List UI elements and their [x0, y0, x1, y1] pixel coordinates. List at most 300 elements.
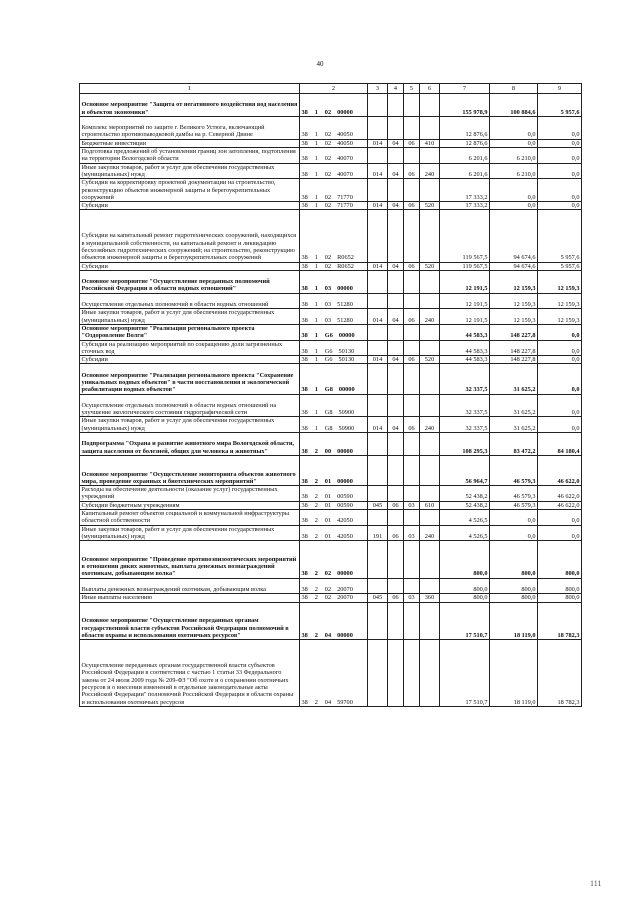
amount-col-9: 0,0 [538, 417, 582, 433]
expense-type-code [420, 394, 440, 417]
amount-col-8: 800,0 [490, 541, 538, 579]
row-description: Расходы на обеспечение деятельности (оказание услуг) государственных учреждений [80, 486, 300, 502]
row-description: Субсидии на капитальный ремонт гидротехнических сооружений, находящихся в муниципальной собственности, на капитальный ремонт и ликвидацию бесхозяйных гидротехнических сооружений; на строительство, реконструкцию объектов инженерной защиты и берегоукрепительных сооружений [80, 210, 300, 262]
amount-col-9: 84 180,4 [538, 433, 582, 456]
admin-code [368, 94, 388, 117]
amount-col-8: 0,0 [490, 202, 538, 210]
target-article-code [300, 210, 368, 262]
amount-col-7: 800,0 [440, 594, 490, 602]
code-part-sub: 1 [314, 356, 318, 364]
code-part-code: 40070 [337, 170, 353, 178]
code-part-grp: 04 [324, 631, 332, 639]
code-part-sub: 2 [314, 698, 318, 706]
code-part-prog: 38 [301, 262, 308, 270]
code-part-prog: 38 [301, 631, 308, 639]
code-part-code: 50900 [338, 424, 355, 432]
code-part-grp: 01 [324, 501, 332, 509]
code-part-sub: 1 [314, 316, 318, 324]
target-article-code [300, 578, 368, 594]
amount-col-9: 0,0 [538, 139, 582, 147]
expense-type-code: 360 [420, 594, 440, 602]
amount-col-9: 0,0 [538, 324, 582, 340]
amount-col-7: 108 295,3 [440, 433, 490, 456]
row-description: Основное мероприятие "Осуществление переданных органам государственной власти субъектов Российской Федерации полномочий в области охраны и использования охотничьих ресурсов" [80, 602, 300, 640]
admin-code: 045 [368, 594, 388, 602]
section-code [388, 486, 404, 502]
code-part-grp: 00 [324, 447, 332, 455]
target-article-code [300, 394, 368, 417]
section-code: 04 [388, 356, 404, 364]
table-row [80, 455, 582, 485]
code-part-code: 40050 [337, 139, 353, 147]
amount-col-9: 0,0 [538, 179, 582, 202]
section-code [388, 433, 404, 456]
table-row [80, 340, 582, 356]
amount-col-8: 18 119,0 [490, 602, 538, 640]
amount-col-8: 12 159,3 [490, 293, 538, 309]
amount-col-7: 32 337,5 [440, 394, 490, 417]
amount-col-8: 6 210,0 [490, 148, 538, 164]
table-row [80, 293, 582, 309]
code-part-prog: 38 [301, 570, 308, 578]
amount-col-9: 800,0 [538, 541, 582, 579]
row-description: Иные выплаты населению [80, 594, 300, 602]
code-part-sub: 1 [314, 254, 318, 262]
admin-code: 014 [368, 202, 388, 210]
code-part-sub: 1 [314, 332, 318, 340]
table-row [80, 525, 582, 541]
amount-col-8: 12 159,3 [490, 309, 538, 325]
table-row [80, 179, 582, 202]
admin-code: 014 [368, 163, 388, 179]
table-row [80, 501, 582, 509]
code-part-sub: 1 [314, 386, 318, 394]
target-article-code [300, 179, 368, 202]
expense-type-code: 240 [420, 417, 440, 433]
amount-col-8: 31 625,2 [490, 417, 538, 433]
amount-col-9: 12 159,3 [538, 293, 582, 309]
admin-code [368, 270, 388, 293]
amount-col-9: 0,0 [538, 364, 582, 394]
subsection-code [404, 270, 420, 293]
row-description: Иные закупки товаров, работ и услуг для обеспечения государственных (муниципальных) нужд [80, 417, 300, 433]
code-part-prog: 38 [301, 493, 308, 501]
table-row [80, 94, 582, 117]
amount-col-7: 4 526,5 [440, 510, 490, 526]
row-description: Осуществление переданных органам государственной власти субъектов Российской Федерации в соответствии с частью 1 статьи 33 Федерального закона от 24 июля 2009 года № 209-ФЗ "Об охоте и о сохранении охотничьих ресурсов и о внесении изменений в отдельные законодательные акты Российской Федерации" полномочий Российской Федерации в области охраны и использования охотничьих ресурсов [80, 640, 300, 707]
amount-col-7: 52 438,2 [440, 501, 490, 509]
code-part-sub: 2 [314, 501, 318, 509]
subsection-code: 06 [404, 309, 420, 325]
amount-col-9: 46 622,0 [538, 455, 582, 485]
column-number-row [80, 84, 582, 94]
amount-col-9: 0,0 [538, 163, 582, 179]
target-article-code [300, 116, 368, 139]
expense-type-code [420, 578, 440, 594]
expense-type-code [420, 486, 440, 502]
table-row [80, 139, 582, 147]
code-part-sub: 1 [314, 262, 318, 270]
code-part-grp: 02 [324, 262, 332, 270]
code-part-code: 50130 [338, 347, 355, 355]
amount-col-8: 18 119,0 [490, 640, 538, 707]
section-code [388, 148, 404, 164]
amount-col-8: 100 884,6 [490, 94, 538, 117]
target-article-code [300, 262, 368, 270]
admin-code [368, 578, 388, 594]
section-code [388, 179, 404, 202]
amount-col-8: 0,0 [490, 510, 538, 526]
code-part-grp: G8 [324, 424, 333, 432]
target-article-code [300, 309, 368, 325]
code-part-prog: 38 [301, 501, 308, 509]
code-part-sub: 2 [314, 586, 318, 594]
page-number: 40 [316, 60, 324, 68]
code-part-prog: 38 [301, 698, 308, 706]
code-part-code: 42050 [337, 517, 353, 525]
code-part-prog: 38 [301, 139, 308, 147]
code-part-prog: 38 [301, 586, 308, 594]
amount-col-8: 800,0 [490, 594, 538, 602]
code-part-grp: 01 [324, 532, 332, 540]
code-part-sub: 1 [314, 139, 318, 147]
column-number: 2 [300, 84, 368, 94]
section-code: 06 [388, 525, 404, 541]
code-part-sub: 2 [314, 493, 318, 501]
section-code [388, 340, 404, 356]
code-part-prog: 38 [301, 347, 308, 355]
code-part-prog: 38 [301, 517, 308, 525]
subsection-code [404, 179, 420, 202]
section-code: 04 [388, 262, 404, 270]
expense-type-code [420, 116, 440, 139]
admin-code [368, 210, 388, 262]
amount-col-7: 44 583,3 [440, 324, 490, 340]
row-description: Иные закупки товаров, работ и услуг для обеспечения государственных (муниципальных) нужд [80, 525, 300, 541]
section-code [388, 510, 404, 526]
code-part-code: 00590 [337, 501, 353, 509]
expense-type-code [420, 340, 440, 356]
column-number: 9 [538, 84, 582, 94]
amount-col-8: 46 579,3 [490, 455, 538, 485]
code-part-prog: 38 [301, 356, 308, 364]
subsection-code [404, 433, 420, 456]
amount-col-9: 5 957,6 [538, 94, 582, 117]
target-article-code [300, 364, 368, 394]
subsection-code: 06 [404, 356, 420, 364]
expense-type-code [420, 541, 440, 579]
code-part-sub: 1 [314, 108, 318, 116]
code-part-grp: 02 [324, 155, 332, 163]
amount-col-7: 56 964,7 [440, 455, 490, 485]
row-description: Бюджетные инвестиции [80, 139, 300, 147]
amount-col-8: 0,0 [490, 116, 538, 139]
table-row [80, 148, 582, 164]
code-part-grp: 01 [324, 493, 332, 501]
code-part-code: 20070 [337, 594, 353, 602]
amount-col-9: 12 159,3 [538, 309, 582, 325]
amount-col-9: 0,0 [538, 148, 582, 164]
code-part-prog: 38 [301, 332, 308, 340]
row-description: Субсидия на реализацию мероприятий по сокращению доли загрязненных сточных вод [80, 340, 300, 356]
section-code [388, 640, 404, 707]
code-part-sub: 1 [314, 131, 318, 139]
admin-code [368, 394, 388, 417]
target-article-code [300, 525, 368, 541]
subsection-code [404, 116, 420, 139]
target-article-code [300, 148, 368, 164]
amount-col-9: 0,0 [538, 394, 582, 417]
amount-col-7: 6 201,6 [440, 163, 490, 179]
code-part-sub: 1 [314, 347, 318, 355]
subsection-code: 06 [404, 139, 420, 147]
subsection-code: 06 [404, 163, 420, 179]
code-part-prog: 38 [301, 477, 308, 485]
target-article-code [300, 602, 368, 640]
row-description: Выплаты денежных вознаграждений охотникам, добывающим волка [80, 578, 300, 594]
amount-col-9: 0,0 [538, 116, 582, 139]
code-part-code: R0652 [337, 254, 354, 262]
row-description: Капитальный ремонт объектов социальной и коммунальной инфраструктуры областной собственности [80, 510, 300, 526]
amount-col-9: 46 622,0 [538, 501, 582, 509]
row-description: Субсидии бюджетным учреждениям [80, 501, 300, 509]
amount-col-9: 18 782,3 [538, 640, 582, 707]
row-description: Осуществление отдельных полномочий в области водных отношений [80, 293, 300, 309]
code-part-sub: 1 [314, 202, 318, 210]
amount-col-8: 31 625,2 [490, 394, 538, 417]
amount-col-8: 0,0 [490, 525, 538, 541]
code-part-prog: 38 [301, 155, 308, 163]
section-code [388, 324, 404, 340]
code-part-code: R0652 [337, 262, 354, 270]
target-article-code [300, 94, 368, 117]
admin-code: 045 [368, 501, 388, 509]
row-description: Основное мероприятие "Осуществление мониторинга объектов животного мира, проведение охранных и биотехнических мероприятий" [80, 455, 300, 485]
code-part-grp: 02 [324, 139, 332, 147]
code-part-code: 50900 [338, 409, 355, 417]
column-number: 4 [388, 84, 404, 94]
subsection-code: 06 [404, 262, 420, 270]
code-part-prog: 38 [301, 532, 308, 540]
row-description: Основное мероприятие "Защита от негативного воздействия вод населения и объектов экономики" [80, 94, 300, 117]
subsection-code [404, 94, 420, 117]
row-description: Иные закупки товаров, работ и услуг для обеспечения государственных (муниципальных) нужд [80, 163, 300, 179]
code-part-sub: 1 [314, 424, 318, 432]
amount-col-9: 0,0 [538, 510, 582, 526]
admin-code [368, 510, 388, 526]
code-part-code: 50130 [338, 356, 355, 364]
amount-col-8: 12 159,3 [490, 270, 538, 293]
code-part-sub: 2 [314, 532, 318, 540]
code-part-code: 00590 [337, 493, 353, 501]
code-part-prog: 38 [301, 447, 308, 455]
amount-col-8: 46 579,3 [490, 486, 538, 502]
target-article-code [300, 270, 368, 293]
expense-type-code [420, 324, 440, 340]
section-code: 06 [388, 594, 404, 602]
amount-col-7: 4 526,5 [440, 525, 490, 541]
code-part-grp: G8 [324, 409, 333, 417]
amount-col-7: 17 333,2 [440, 179, 490, 202]
section-code [388, 210, 404, 262]
code-part-code: 51280 [337, 301, 353, 309]
expense-type-code [420, 179, 440, 202]
admin-code [368, 148, 388, 164]
code-part-grp: 03 [324, 301, 332, 309]
code-part-grp: 02 [324, 202, 332, 210]
row-description: Основное мероприятие "Реализация регионального проекта "Оздоровление Волги" [80, 324, 300, 340]
code-part-grp: G6 [324, 332, 333, 340]
amount-col-7: 17 510,7 [440, 602, 490, 640]
table-row [80, 116, 582, 139]
admin-code [368, 541, 388, 579]
expense-type-code [420, 455, 440, 485]
expense-type-code [420, 602, 440, 640]
table-row [80, 486, 582, 502]
expense-type-code: 520 [420, 356, 440, 364]
amount-col-7: 44 583,3 [440, 356, 490, 364]
expense-type-code [420, 640, 440, 707]
admin-code: 014 [368, 309, 388, 325]
expense-type-code [420, 270, 440, 293]
amount-col-7: 800,0 [440, 541, 490, 579]
table-row [80, 510, 582, 526]
amount-col-7: 32 337,5 [440, 364, 490, 394]
code-part-code: 20070 [337, 586, 353, 594]
subsection-code [404, 602, 420, 640]
admin-code [368, 116, 388, 139]
section-code [388, 578, 404, 594]
admin-code: 014 [368, 356, 388, 364]
expense-type-code [420, 433, 440, 456]
amount-col-7: 12 191,5 [440, 270, 490, 293]
admin-code [368, 293, 388, 309]
code-part-prog: 38 [301, 202, 308, 210]
expense-type-code: 240 [420, 163, 440, 179]
subsection-code [404, 486, 420, 502]
amount-col-7: 52 438,2 [440, 486, 490, 502]
target-article-code [300, 324, 368, 340]
section-code: 06 [388, 501, 404, 509]
table-row [80, 210, 582, 262]
amount-col-8: 0,0 [490, 179, 538, 202]
target-article-code [300, 433, 368, 456]
amount-col-8: 31 625,2 [490, 364, 538, 394]
code-part-prog: 38 [301, 594, 308, 602]
code-part-code: 00000 [337, 447, 353, 455]
code-part-code: 40070 [337, 155, 353, 163]
amount-col-8: 148 227,8 [490, 340, 538, 356]
amount-col-7: 119 567,5 [440, 262, 490, 270]
amount-col-9: 5 957,6 [538, 262, 582, 270]
expense-type-code: 240 [420, 309, 440, 325]
admin-code: 014 [368, 417, 388, 433]
section-code [388, 94, 404, 117]
table-row [80, 394, 582, 417]
amount-col-7: 12 191,5 [440, 309, 490, 325]
subsection-code [404, 640, 420, 707]
admin-code [368, 433, 388, 456]
code-part-sub: 1 [314, 409, 318, 417]
subsection-code [404, 293, 420, 309]
code-part-sub: 1 [314, 170, 318, 178]
amount-col-7: 44 583,3 [440, 340, 490, 356]
column-number: 8 [490, 84, 538, 94]
row-description: Иные закупки товаров, работ и услуг для обеспечения государственных (муниципальных) нужд [80, 309, 300, 325]
target-article-code [300, 356, 368, 364]
table-row [80, 602, 582, 640]
amount-col-9: 0,0 [538, 202, 582, 210]
subsection-code: 03 [404, 525, 420, 541]
code-part-sub: 1 [314, 285, 318, 293]
code-part-grp: 02 [324, 108, 332, 116]
footer-number: 111 [590, 879, 602, 888]
row-description: Субсидии [80, 262, 300, 270]
section-code [388, 116, 404, 139]
code-part-sub: 1 [314, 155, 318, 163]
code-part-prog: 38 [301, 386, 308, 394]
amount-col-7: 800,0 [440, 578, 490, 594]
table-row [80, 578, 582, 594]
target-article-code [300, 486, 368, 502]
column-number: 1 [80, 84, 300, 94]
amount-col-8: 0,0 [490, 139, 538, 147]
amount-col-9: 5 957,6 [538, 210, 582, 262]
code-part-sub: 2 [314, 477, 318, 485]
amount-col-9: 18 782,3 [538, 602, 582, 640]
section-code [388, 293, 404, 309]
subsection-code: 03 [404, 501, 420, 509]
section-code: 04 [388, 309, 404, 325]
code-part-grp: 02 [324, 193, 332, 201]
table-row [80, 202, 582, 210]
code-part-grp: 02 [324, 254, 332, 262]
table-row [80, 364, 582, 394]
amount-col-8: 83 472,2 [490, 433, 538, 456]
amount-col-9: 12 159,3 [538, 270, 582, 293]
code-part-code: 00000 [338, 332, 355, 340]
amount-col-7: 17 510,7 [440, 640, 490, 707]
admin-code [368, 640, 388, 707]
amount-col-7: 12 876,6 [440, 116, 490, 139]
subsection-code: 03 [404, 594, 420, 602]
expense-type-code [420, 510, 440, 526]
code-part-sub: 1 [314, 193, 318, 201]
code-part-prog: 38 [301, 131, 308, 139]
code-part-code: 40050 [337, 131, 353, 139]
target-article-code [300, 202, 368, 210]
code-part-grp: G6 [324, 356, 333, 364]
code-part-grp: 03 [324, 316, 332, 324]
code-part-grp: 03 [324, 285, 332, 293]
subsection-code [404, 394, 420, 417]
section-code: 04 [388, 202, 404, 210]
amount-col-7: 119 567,5 [440, 210, 490, 262]
amount-col-9: 0,0 [538, 340, 582, 356]
expense-type-code: 520 [420, 262, 440, 270]
table-row [80, 324, 582, 340]
section-code [388, 455, 404, 485]
amount-col-9: 800,0 [538, 578, 582, 594]
table-row [80, 163, 582, 179]
amount-col-8: 46 579,3 [490, 501, 538, 509]
target-article-code [300, 417, 368, 433]
code-part-code: 00000 [337, 477, 353, 485]
subsection-code [404, 578, 420, 594]
admin-code [368, 340, 388, 356]
expense-type-code: 610 [420, 501, 440, 509]
expense-type-code: 520 [420, 202, 440, 210]
